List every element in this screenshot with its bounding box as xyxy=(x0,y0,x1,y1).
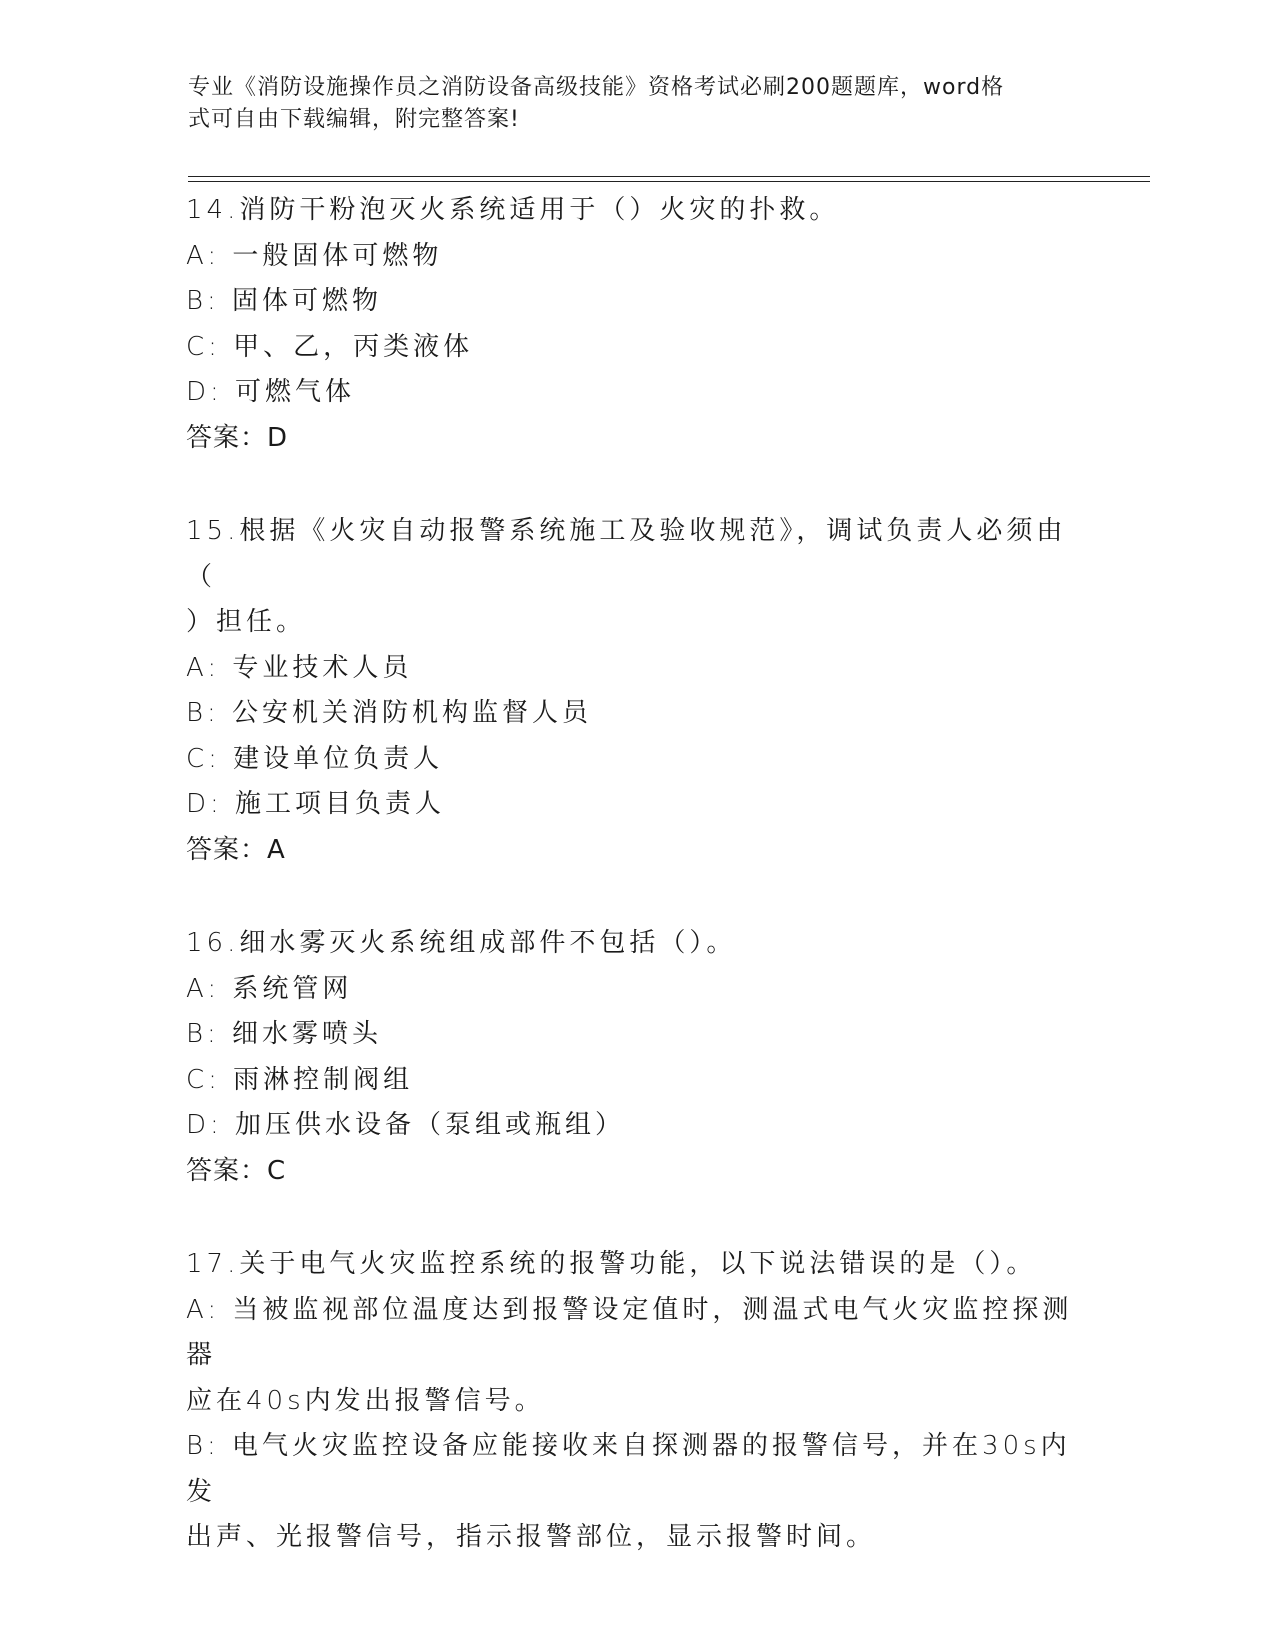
question-list xyxy=(186,188,1086,1609)
option-a-continued: 应在40s内发出报警信号。 xyxy=(186,1385,545,1416)
option-a: A: 当被监视部位温度达到报警设定值时，测温式电气火灾监控探测器 xyxy=(186,1294,1073,1370)
question-stem: 15.根据《火灾自动报警系统施工及验收规范》，调试负责人必须由（ xyxy=(186,516,1067,592)
question-15 xyxy=(186,509,1086,873)
option-c: C: 雨淋控制阀组 xyxy=(186,1064,414,1095)
option-b: B: 公安机关消防机构监督人员 xyxy=(186,698,593,728)
answer-label: 答案：A xyxy=(186,834,286,865)
option-d: D: 施工项目负责人 xyxy=(186,789,446,819)
option-a: A: 一般固体可燃物 xyxy=(186,240,443,271)
header-line-2: 式可自由下载编辑，附完整答案! xyxy=(188,107,520,132)
option-b: B: 固体可燃物 xyxy=(186,286,383,316)
option-d: D: 可燃气体 xyxy=(186,377,356,407)
header-divider-bottom xyxy=(188,181,1150,182)
option-b-continued: 出声、光报警信号，指示报警部位，显示报警时间。 xyxy=(186,1522,877,1552)
document-header xyxy=(188,72,1068,136)
answer-label: 答案：D xyxy=(186,422,289,453)
question-17 xyxy=(186,1242,1086,1561)
question-stem: 17.关于电气火灾监控系统的报警功能，以下说法错误的是（）。 xyxy=(186,1249,1037,1279)
option-a: A: 专业技术人员 xyxy=(186,652,413,683)
option-b: B: 细水雾喷头 xyxy=(186,1019,383,1049)
question-16 xyxy=(186,921,1086,1194)
question-stem: 14.消防干粉泡灭火系统适用于（）火灾的扑救。 xyxy=(186,195,840,225)
option-d: D: 加压供水设备（泵组或瓶组） xyxy=(186,1110,626,1140)
question-14 xyxy=(186,188,1086,461)
header-divider-top xyxy=(188,176,1150,177)
option-b: B: 电气火灾监控设备应能接收来自探测器的报警信号，并在30s内发 xyxy=(186,1431,1071,1507)
question-stem: 16.细水雾灭火系统组成部件不包括（）。 xyxy=(186,928,737,958)
question-stem-continued: ）担任。 xyxy=(186,607,307,637)
option-c: C: 建设单位负责人 xyxy=(186,743,444,774)
option-a: A: 系统管网 xyxy=(186,973,353,1004)
option-c: C: 甲、乙，丙类液体 xyxy=(186,331,474,362)
answer-label: 答案：C xyxy=(186,1155,287,1186)
header-line-1: 专业《消防设施操作员之消防设备高级技能》资格考试必刷200题题库，word格 xyxy=(188,75,1005,100)
